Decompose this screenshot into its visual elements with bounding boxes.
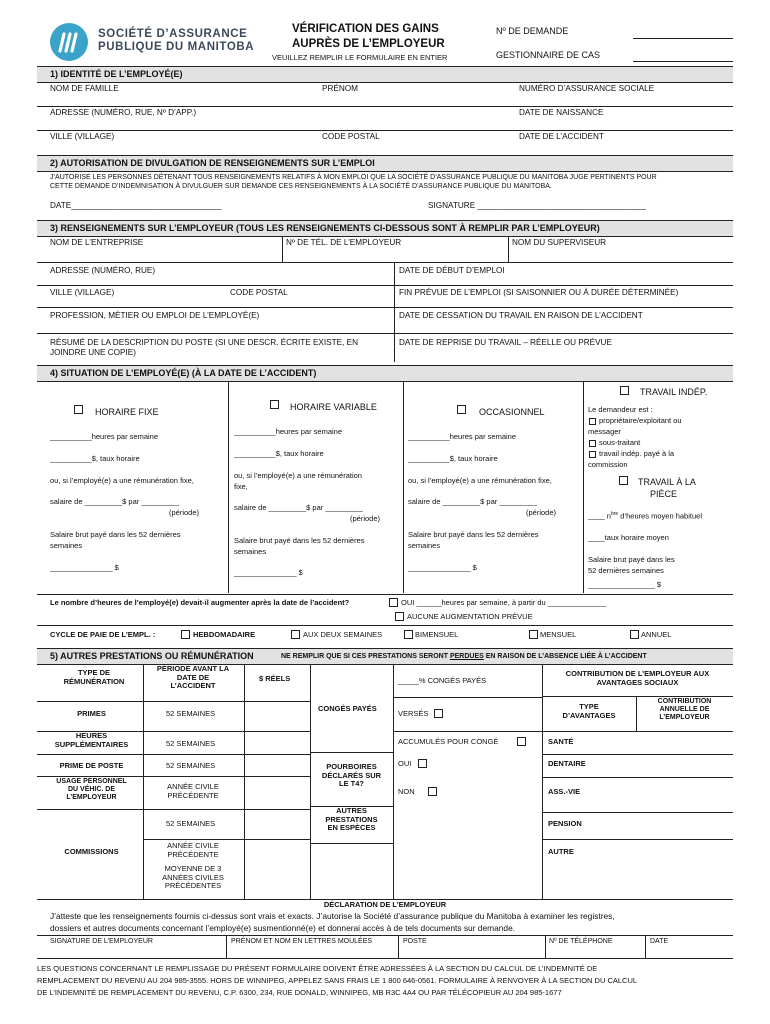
supervisor-name-field[interactable]: NOM DU SUPERVISEUR [512,238,607,247]
life-insurance-label: ASS.-VIE [548,787,581,796]
job-summary-line2: JOINDRE UNE COPIE) [50,348,136,357]
fixed-or-text: ou, si l’employé(e) a une rémunération fixe, [50,476,194,485]
case-manager-label: GESTIONNAIRE DE CAS [496,50,601,60]
authorization-text-line2: CETTE DEMANDE D’INDEMNISATION À DIVULGUER SUR DEMANDE CES RENSEIGNEMENTS À LA SOCIÉTÉ D’ASSURANCE PUBLIQUE DU MANITOBA. [50,183,552,190]
piece-hours-field[interactable]: ____ $n^{bre}$ d’heures moyen habituel [588,511,702,521]
health-label: SANTÉ [548,737,574,746]
subcontractor-checkbox[interactable] [589,440,596,447]
monthly-checkbox[interactable] [529,630,538,639]
annual-checkbox[interactable] [630,630,639,639]
section2-title: 2) AUTORISATION DE DIVULGATION DE RENSEIGNEMENTS SUR L’EMPLOI [50,158,375,168]
piece-work-label: TRAVAIL À LA [638,477,696,487]
col-period-header: PÉRIODE AVANT LA DATE DE L’ACCIDENT [156,664,230,691]
work-stop-date-field[interactable]: DATE DE CESSATION DU TRAVAIL EN RAISON DE L’ACCIDENT [399,311,643,320]
tips-label: POURBOIRES DÉCLARÉS SUR LE T4? [321,762,382,789]
fixed-gross-field[interactable]: _______________ $ [50,563,119,572]
section1-title: 1) IDENTITÉ DE L’EMPLOYÉ(E) [50,69,183,79]
employment-start-field[interactable]: DATE DE DÉBUT D’EMPLOI [399,266,505,275]
variable-schedule-checkbox[interactable] [270,400,279,409]
pension-label: PENSION [548,819,582,828]
row-commissions: COMMISSIONS [64,847,119,856]
fixed-schedule-label: HORAIRE FIXE [95,407,159,417]
declaration-text-line1: J’atteste que les renseignements fournis ci-dessus sont vrais et exacts. J’autorise la Société d’assurance publique du Manitoba à examiner les registres, [50,911,615,921]
independent-work-checkbox[interactable] [620,386,629,395]
employer-phone-field[interactable]: Nº DE TÉL. DE L’EMPLOYEUR [286,238,402,247]
accident-date-field[interactable]: DATE DE L’ACCIDENT [519,132,604,141]
owner-operator-label2: messager [588,427,621,436]
piece-work-label2: PIÈCE [650,489,678,499]
tips-yes-checkbox[interactable] [418,759,427,768]
vacation-paid-label: VERSÉS [398,709,429,718]
monthly-label: MENSUEL [540,630,577,639]
piece-gross-field[interactable]: ________________ $ [588,580,661,589]
increase-question: Le nombre d’heures de l’employé(e) devait-il augmenter après la date de l’accident? [50,598,350,607]
last-name-field[interactable]: NOM DE FAMILLE [50,84,119,93]
occasional-or-text: ou, si l’employé(e) a une rémunération fixe, [408,476,552,485]
variable-hourly-rate-field[interactable]: __________$, taux horaire [234,449,324,458]
vacation-accrued-label: ACCUMULÉS POUR CONGÉ [398,737,499,746]
occasional-gross-field[interactable]: _______________ $ [408,563,477,572]
claim-number-label: Nº DE DEMANDE [496,26,569,36]
occasional-label: OCCASIONNEL [479,407,545,417]
weekly-label: HEBDOMADAIRE [193,630,256,639]
fixed-hours-field[interactable]: __________heures par semaine [50,432,158,441]
mpi-logo-icon [49,22,89,62]
authorization-date-field[interactable]: DATE_________________________________ [50,201,222,210]
commissions-period-2: ANNÉE CIVILE PRÉCÉDENTE [167,841,219,859]
employer-signature-field[interactable]: SIGNATURE DE L’EMPLOYEUR [50,938,153,945]
footer-line1: LES QUESTIONS CONCERNANT LE REMPLISSAGE DU PRÉSENT FORMULAIRE DOIVENT ÊTRE ADRESSÉES À LA SECTION DU CALCUL DE L’INDEMNITÉ DE [37,964,598,973]
owner-operator-checkbox[interactable] [589,418,596,425]
weekly-checkbox[interactable] [181,630,190,639]
phone-field[interactable]: Nº DE TÉLÉPHONE [549,938,613,945]
vacation-paid-checkbox[interactable] [434,709,443,718]
fixed-period-label: (période) [169,508,200,517]
declaration-date-field[interactable]: DATE [650,938,669,945]
vacation-percent-field[interactable]: _____% CONGÉS PAYÉS [398,676,487,685]
declaration-text-line2: dossiers et autres documents concernant l’employé(e) susmentionné(e) et donnerai accès à de tels documents sur demande. [50,923,516,933]
vacation-label: CONGÉS PAYÉS [318,704,377,713]
city-field[interactable]: VILLE (VILLAGE) [50,132,115,141]
pay-cycle-label: CYCLE DE PAIE DE L’EMPL. : [50,630,156,639]
employer-city-field[interactable]: VILLE (VILLAGE) [50,288,115,297]
vehicle-period: ANNÉE CIVILE PRÉCÉDENTE [167,782,219,800]
occasional-hours-field[interactable]: __________heures par semaine [408,432,516,441]
increase-no-checkbox[interactable] [395,612,404,621]
section5-note: NE REMPLIR QUE SI CES PRESTATIONS SERONT PERDUES EN RAISON DE L’ABSENCE LIÉE À L’ACCIDENT [281,653,647,660]
increase-yes-checkbox[interactable] [389,598,398,607]
case-manager-field[interactable] [633,61,733,62]
row-bonus: PRIMES [77,709,106,718]
occasional-gross-text: Salaire brut payé dans les 52 dernières [408,530,539,539]
employer-postal-field[interactable]: CODE POSTAL [230,288,288,297]
independent-work-label: TRAVAIL INDÉP. [640,387,708,397]
claimant-is-label: Le demandeur est : [588,405,653,414]
return-date-field[interactable]: DATE DE REPRISE DU TRAVAIL – RÉELLE OU PRÉVUE [399,338,612,347]
variable-gross-field[interactable]: _______________ $ [234,568,303,577]
occasional-salary-field[interactable]: salaire de _________$ par _________ [408,497,537,506]
commission-label: travail indép. payé à la [599,449,675,458]
variable-hours-field[interactable]: __________heures par semaine [234,427,342,436]
section3-title: 3) RENSEIGNEMENTS SUR L’EMPLOYEUR (TOUS LES RENSEIGNEMENTS CI-DESSOUS SONT À REMPLIR PAR L’EMPLOYEUR) [50,223,600,233]
tips-yes-label: OUI [398,759,412,768]
increase-yes-field[interactable]: OUI ______heures par semaine, à partir du ______________ [401,598,607,607]
col-real-header: $ RÉELS [259,674,291,683]
postal-code-field[interactable]: CODE POSTAL [322,132,380,141]
declaration-title: DÉCLARATION DE L’EMPLOYEUR [323,900,447,909]
overtime-period: 52 SEMAINES [166,739,216,748]
biweekly-checkbox[interactable] [291,630,300,639]
benefit-type-header: TYPE D’AVANTAGES [562,702,616,720]
authorization-text-line1: J’AUTORISE LES PERSONNES DÉTENANT TOUS RENSEIGNEMENTS RELATIFS À MON EMPLOI QUE LA SOCIÉTÉ D’ASSURANCE PUBLIQUE DU MANITOBA JUGE PERTINENTS POUR [50,174,657,181]
address-field[interactable]: ADRESSE (NUMÉRO, RUE, Nº D’APP.) [50,108,197,117]
fixed-schedule-checkbox[interactable] [74,405,83,414]
piece-rate-field[interactable]: ____taux horaire moyen [588,533,669,542]
section4-title: 4) SITUATION DE L’EMPLOYÉ(E) (À LA DATE DE L’ACCIDENT) [50,368,317,378]
row-shift-premium: PRIME DE POSTE [59,761,124,770]
first-name-field[interactable]: PRÉNOM [322,84,358,93]
piece-work-checkbox[interactable] [619,476,628,485]
commission-checkbox[interactable] [589,451,596,458]
birth-date-field[interactable]: DATE DE NAISSANCE [519,108,604,117]
employer-contrib-header: CONTRIBUTION DE L’EMPLOYEUR AUX AVANTAGES SOCIAUX [565,669,710,687]
footer-line3: DE L’INDEMNITÉ DE REMPLACEMENT DU REVENU, C.P. 6300, 234, RUE DONALD, WINNIPEG, MB R3C 4A4 OU PAR TÉLÉCOPIEUR AU 204 985-1677 [37,988,562,997]
org-name-line1: SOCIÉTÉ D’ASSURANCE [98,28,248,40]
commissions-period-1: 52 SEMAINES [166,819,216,828]
commission-label2: commission [588,460,628,469]
employment-end-field[interactable]: FIN PRÉVUE DE L’EMPLOI (SI SAISONNIER OU À DURÉE DÉTERMINÉE) [399,288,679,297]
dental-label: DENTAIRE [548,759,586,768]
annual-label: ANNUEL [641,630,672,639]
other-benefit-label: AUTRE [548,847,574,856]
tips-no-checkbox[interactable] [428,787,437,796]
occasional-gross-text2: semaines [408,541,441,550]
employer-address-field[interactable]: ADRESSE (NUMÉRO, RUE) [50,266,156,275]
insurance-number-field[interactable]: NUMÉRO D’ASSURANCE SOCIALE [519,84,655,93]
col-type-header: TYPE DE RÉMUNÉRATION [63,668,125,686]
fixed-hourly-rate-field[interactable]: __________$, taux horaire [50,454,140,463]
annual-contrib-header: CONTRIBUTION ANNUELLE DE L’EMPLOYEUR [657,698,712,722]
increase-no-label: AUCUNE AUGMENTATION PRÉVUE [407,612,533,621]
piece-gross-text: Salaire brut payé dans les [588,555,675,564]
profession-field[interactable]: PROFESSION, MÉTIER OU EMPLOI DE L’EMPLOYÉ(E) [50,311,260,320]
subcontractor-label: sous-traitant [599,438,641,447]
variable-schedule-label: HORAIRE VARIABLE [290,402,377,412]
variable-or-text2: fixe, [234,482,248,491]
other-cash-benefits-label: AUTRES PRESTATIONS EN ESPÈCES [325,806,378,833]
fixed-salary-field[interactable]: salaire de _________$ par _________ [50,497,179,506]
commissions-period-3: MOYENNE DE 3 ANNÉES CIVILES PRÉCÉDENTES [162,864,224,891]
piece-gross-text2: 52 dernières semaines [588,566,664,575]
claim-number-field[interactable] [633,38,733,39]
vacation-accrued-checkbox[interactable] [517,737,526,746]
occasional-hourly-rate-field[interactable]: __________$, taux horaire [408,454,498,463]
owner-operator-label: propriétaire/exploitant ou [599,416,682,425]
semimonthly-label: BIMENSUEL [415,630,459,639]
shift-period: 52 SEMAINES [166,761,216,770]
footer-line2: REMPLACEMENT DU REVENU AU 204 985-3555. HORS DE WINNIPEG, APPELEZ SANS FRAIS LE 1 800 646-0561. FORMULAIRE À RENVOYER À LA SECTION DU CALCUL [37,976,638,985]
bonus-period: 52 SEMAINES [166,709,216,718]
biweekly-label: AUX DEUX SEMAINES [303,630,383,639]
occasional-period-label: (période) [526,508,557,517]
occasional-checkbox[interactable] [457,405,466,414]
company-name-field[interactable]: NOM DE L’ENTREPRISE [50,238,144,247]
job-summary-field[interactable]: RÉSUMÉ DE LA DESCRIPTION DU POSTE (SI UNE DESCR. ÉCRITE EXISTE, EN [50,338,358,347]
form-title-line1: VÉRIFICATION DES GAINS [292,23,439,35]
row-vehicle-use: USAGE PERSONNEL DU VÉHIC. DE L’EMPLOYEUR [56,778,127,802]
variable-salary-field[interactable]: salaire de _________$ par _________ [234,503,363,512]
section5-title: 5) AUTRES PRESTATIONS OU RÉMUNÉRATION [50,651,254,661]
form-subtitle: VEUILLEZ REMPLIR LE FORMULAIRE EN ENTIER [272,53,448,62]
semimonthly-checkbox[interactable] [404,630,413,639]
variable-period-label: (période) [350,514,381,523]
form-title-line2: AUPRÈS DE L’EMPLOYEUR [292,38,445,50]
fixed-gross-text: Salaire brut payé dans les 52 dernières [50,530,181,539]
authorization-signature-field[interactable]: SIGNATURE _____________________________________ [428,201,646,210]
org-name-line2: PUBLIQUE DU MANITOBA [98,41,255,53]
row-overtime: HEURES SUPPLÉMENTAIRES [54,731,129,749]
printed-name-field[interactable]: PRÉNOM ET NOM EN LETTRES MOULÉES [231,938,373,945]
variable-or-text: ou, si l’employé(e) a une rémunération [234,471,362,480]
position-field[interactable]: POSTE [403,938,427,945]
variable-gross-text2: semaines [234,547,267,556]
fixed-gross-text2: semaines [50,541,83,550]
variable-gross-text: Salaire brut payé dans les 52 dernières [234,536,365,545]
tips-no-label: NON [398,787,415,796]
